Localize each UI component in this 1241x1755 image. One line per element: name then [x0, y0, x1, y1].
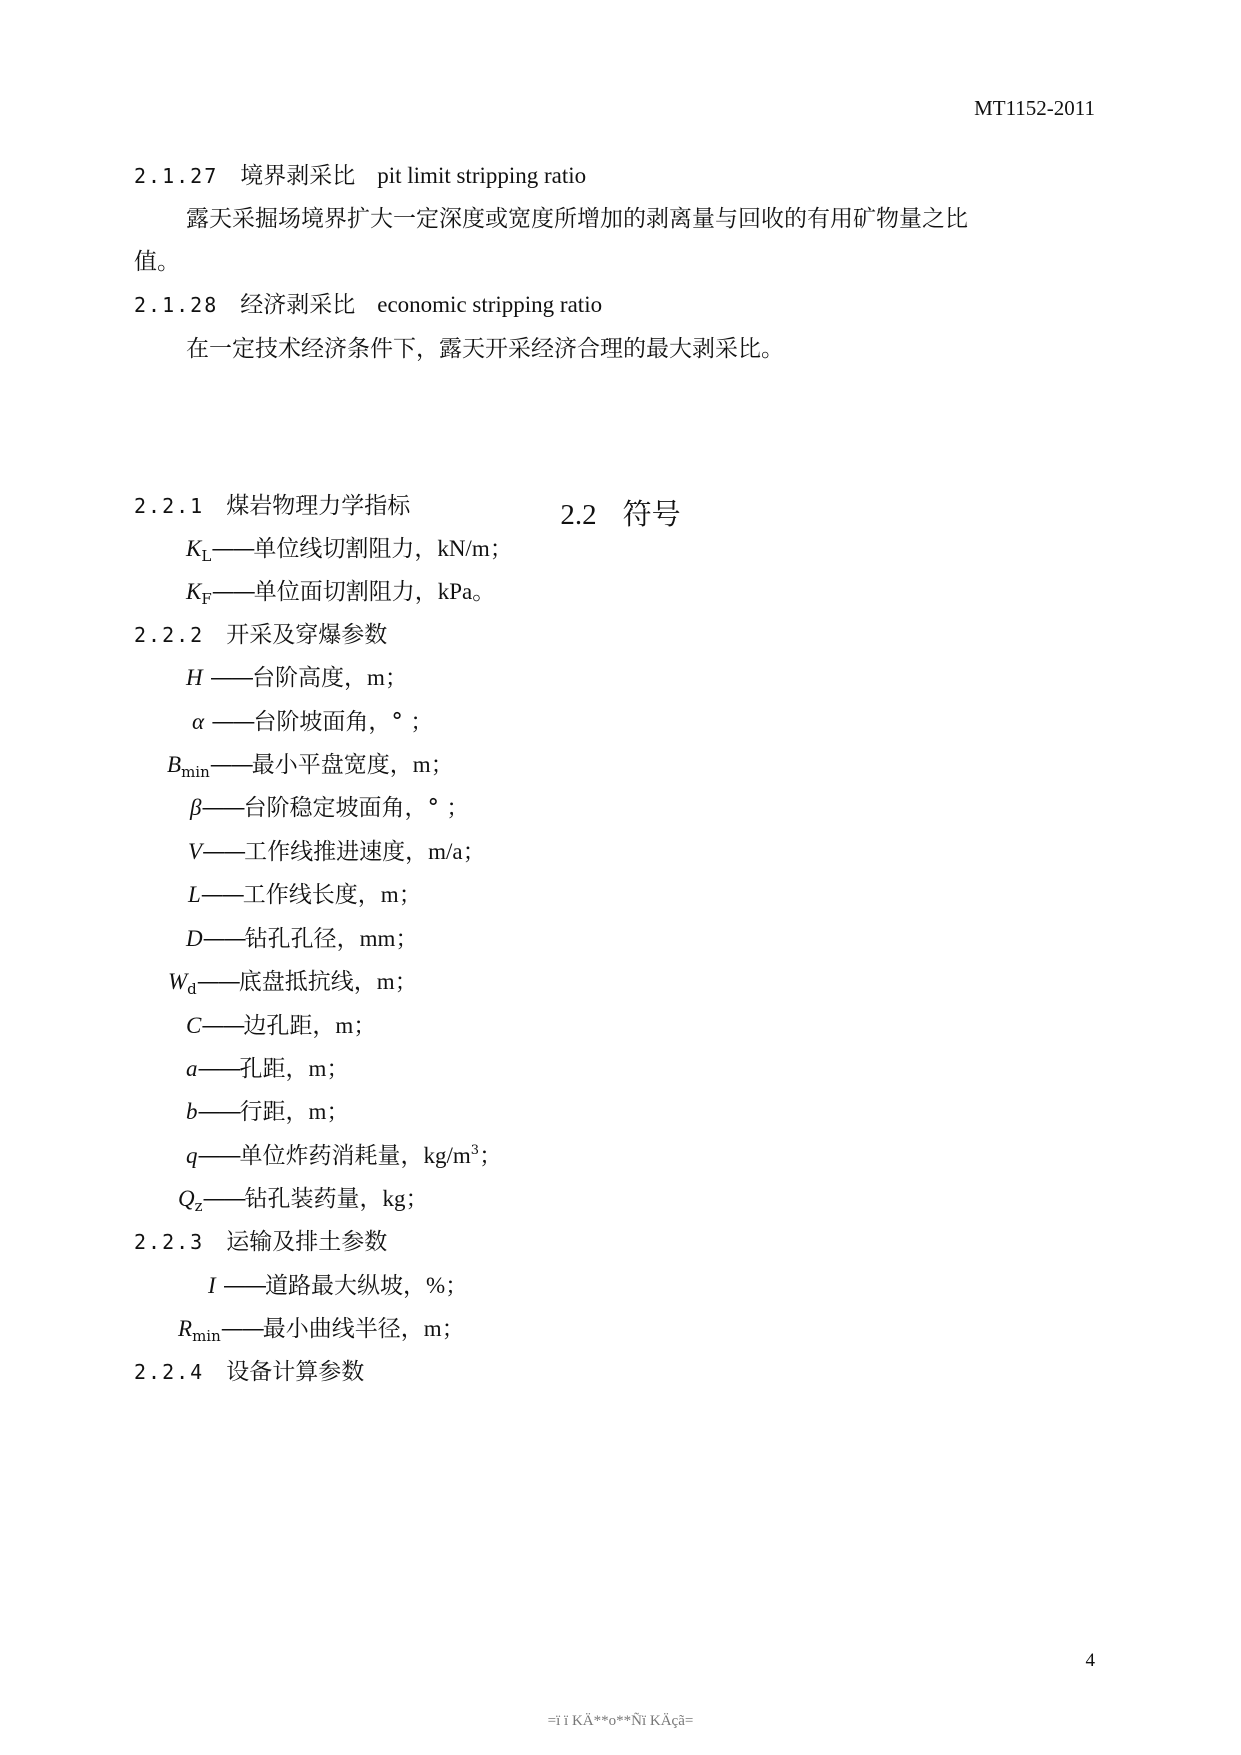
symbol-entry — [188, 838, 486, 866]
symbol-entry — [192, 708, 433, 736]
subsection-number: 2.2.4 — [134, 1360, 205, 1384]
symbol-description: 行距， — [239, 1099, 309, 1125]
symbol: W — [168, 969, 188, 994]
symbol: Q — [178, 1186, 195, 1211]
symbol-dash: —— — [220, 1316, 263, 1342]
symbol-unit: kN/m — [437, 536, 490, 561]
symbol-dash: —— — [211, 579, 254, 605]
term-cn: 经济剥采比 — [240, 292, 356, 318]
symbol-subscript: L — [201, 547, 212, 565]
section-title: 符号 — [622, 497, 681, 531]
symbol-description: 最小平盘宽度， — [251, 752, 413, 778]
page-number: 4 — [1085, 1650, 1095, 1671]
symbol-entry — [186, 1055, 349, 1083]
symbol: B — [167, 752, 182, 777]
symbol: R — [178, 1316, 193, 1341]
symbol-description: 单位炸药消耗量， — [239, 1143, 424, 1169]
symbol-description: 单位线切割阻力， — [253, 536, 438, 562]
subsection-heading — [134, 1358, 364, 1386]
symbol-dash: —— — [211, 536, 254, 562]
symbol-entry — [167, 751, 454, 781]
symbol: b — [186, 1099, 198, 1124]
symbol: K — [186, 536, 202, 561]
term-heading — [134, 291, 602, 319]
symbol-entry — [190, 794, 469, 822]
subsection-number: 2.2.2 — [134, 623, 205, 647]
symbol-unit: kPa — [437, 579, 473, 604]
symbol-dash: —— — [200, 882, 243, 908]
symbol-entry — [178, 1185, 429, 1215]
symbol-description: 钻孔孔径， — [244, 926, 360, 952]
symbol-end: ； — [430, 752, 454, 778]
symbol-dash: —— — [222, 1273, 265, 1299]
term-cn: 境界剥采比 — [240, 163, 356, 189]
symbol-entry — [186, 535, 513, 565]
symbol-unit: m — [380, 882, 399, 907]
symbol-subscript: min — [192, 1327, 221, 1345]
symbol-end: ； — [395, 926, 419, 952]
symbol-entry — [186, 664, 408, 692]
symbol-end: ； — [441, 1316, 465, 1342]
symbol-unit: kg/m — [423, 1143, 471, 1168]
term-definition: 露天采掘场境界扩大一定深度或宽度所增加的剥离量与回收的有用矿物量之比 — [186, 206, 968, 232]
symbol-dash: —— — [202, 926, 245, 952]
symbol-end: 。 — [472, 579, 496, 605]
symbol-subscript: min — [181, 763, 210, 781]
symbol-dash: —— — [196, 969, 239, 995]
subsection-heading — [134, 621, 387, 649]
symbol-subscript: d — [187, 980, 197, 998]
symbol-entry — [186, 925, 418, 953]
symbol-unit: % — [425, 1273, 446, 1298]
symbol-description: 工作线长度， — [242, 882, 381, 908]
symbol-dash: —— — [201, 1013, 244, 1039]
symbol-subscript: z — [194, 1197, 203, 1215]
term-definition: 在一定技术经济条件下，露天开采经济合理的最大剥采比。 — [186, 336, 784, 362]
symbol-dash: —— — [202, 1186, 245, 1212]
subsection-title: 运输及排土参数 — [226, 1229, 388, 1255]
symbol-end: ； — [405, 1186, 429, 1212]
symbol: q — [186, 1143, 198, 1168]
subsection-title: 设备计算参数 — [226, 1359, 365, 1385]
symbol-entry — [186, 1012, 376, 1040]
symbol-end: ； — [445, 1273, 469, 1299]
symbol-unit: mm — [359, 926, 396, 951]
subsection-heading — [134, 1228, 387, 1256]
symbol-description: 工作线推进速度， — [244, 839, 429, 865]
symbol-entry — [208, 1272, 468, 1300]
symbol-dash: —— — [197, 1056, 240, 1082]
symbol-description: 道路最大纵坡， — [264, 1273, 426, 1299]
symbol-unit: m — [376, 969, 395, 994]
symbol-description: 边孔距， — [243, 1013, 336, 1039]
symbol-unit: m — [412, 752, 431, 777]
symbol-dash: —— — [197, 1143, 240, 1169]
symbol-unit: m — [423, 1316, 442, 1341]
symbol-description: 钻孔装药量， — [244, 1186, 383, 1212]
symbol: K — [186, 579, 202, 604]
symbol-description: 单位面切割阻力， — [253, 579, 438, 605]
symbol: β — [190, 795, 202, 820]
symbol: L — [188, 882, 201, 907]
subsection-number: 2.2.3 — [134, 1230, 205, 1254]
symbol-end: ； — [384, 665, 408, 691]
symbol-description: 台阶稳定坡面角， — [243, 795, 428, 821]
symbol-unit: ° — [391, 709, 403, 735]
symbol-entry — [186, 1142, 502, 1174]
term-number: 2.1.28 — [134, 293, 219, 317]
symbol-description: 孔距， — [239, 1056, 309, 1082]
symbol-dash: —— — [197, 1099, 240, 1125]
subsection-title: 煤岩物理力学指标 — [226, 493, 411, 519]
symbol-unit: m — [335, 1013, 354, 1038]
symbol-unit: m — [308, 1099, 327, 1124]
symbol-end: ； — [326, 1099, 350, 1125]
symbol-unit: m/a — [428, 839, 463, 864]
symbol-entry — [186, 1098, 349, 1126]
symbol-description: 台阶坡面角， — [253, 709, 392, 735]
symbol-end: ； — [326, 1056, 350, 1082]
symbol: D — [186, 926, 203, 951]
symbol-description: 台阶高度， — [251, 665, 367, 691]
symbol-unit-superscript: 3 — [470, 1143, 480, 1158]
term-number: 2.1.27 — [134, 164, 219, 188]
symbol: V — [188, 839, 203, 864]
symbol-unit: kg — [382, 1186, 406, 1211]
symbol-unit: ° — [427, 795, 439, 821]
term-en: pit limit stripping ratio — [377, 163, 587, 188]
symbol-dash: —— — [209, 665, 252, 691]
symbol-dash: —— — [211, 709, 254, 735]
footer-mark: =ï ï KÄ**o**Ñï KÄçã= — [547, 1713, 694, 1729]
symbol-unit: m — [308, 1056, 327, 1081]
symbol-description: 底盘抵抗线， — [238, 969, 377, 995]
subsection-heading — [134, 492, 410, 520]
symbol: α — [192, 709, 205, 734]
symbol-end: ； — [462, 839, 486, 865]
term-heading — [134, 162, 586, 190]
symbol-unit: m — [366, 665, 385, 690]
symbol-description: 最小曲线半径， — [262, 1316, 424, 1342]
symbol-dash: —— — [201, 795, 244, 821]
subsection-number: 2.2.1 — [134, 494, 205, 518]
symbol-dash: —— — [209, 752, 252, 778]
symbol-end: ； — [398, 882, 422, 908]
symbol-end: ； — [479, 1143, 503, 1169]
symbol-end: ； — [353, 1013, 377, 1039]
standard-code: MT1152-2011 — [974, 96, 1095, 120]
subsection-title: 开采及穿爆参数 — [226, 622, 388, 648]
symbol-dash: —— — [202, 839, 245, 865]
symbol-entry — [178, 1315, 465, 1345]
symbol: a — [186, 1056, 198, 1081]
section-number: 2.2 — [560, 499, 597, 531]
term-en: economic stripping ratio — [377, 292, 603, 317]
symbol: H — [186, 665, 203, 690]
term-definition-cont: 值。 — [134, 249, 180, 275]
symbol-entry — [188, 881, 422, 909]
symbol-subscript: F — [201, 590, 212, 608]
symbol-entry — [168, 968, 418, 998]
symbol-entry — [186, 578, 495, 608]
symbol-end: ； — [446, 795, 470, 821]
symbol: C — [186, 1013, 202, 1038]
symbol: I — [208, 1273, 216, 1298]
symbol-end: ； — [394, 969, 418, 995]
symbol-end: ； — [410, 709, 434, 735]
symbol-end: ； — [489, 536, 513, 562]
